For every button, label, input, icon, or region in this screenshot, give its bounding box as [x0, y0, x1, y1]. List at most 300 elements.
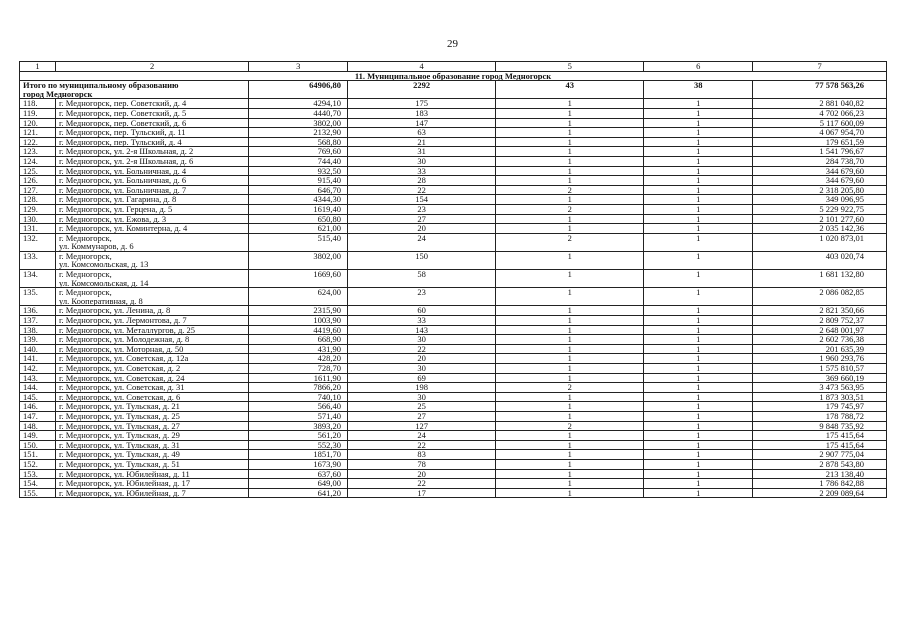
row-residents: 24	[348, 233, 496, 251]
row-col6: 1	[644, 99, 753, 109]
row-col5: 1	[496, 288, 644, 306]
row-area: 646,70	[249, 185, 348, 195]
row-address-line2: ул. Кооперативная, д. 8	[58, 295, 143, 306]
row-col6: 1	[644, 251, 753, 269]
row-col6: 1	[644, 431, 753, 441]
row-col6: 1	[644, 137, 753, 147]
row-col6: 1	[644, 421, 753, 431]
row-col6: 1	[644, 233, 753, 251]
row-number: 147.	[20, 411, 56, 421]
row-col5: 1	[496, 440, 644, 450]
row-residents: 143	[348, 325, 496, 335]
row-residents: 23	[348, 288, 496, 306]
row-number: 123.	[20, 147, 56, 157]
total-area: 64906,80	[249, 81, 348, 99]
row-residents: 25	[348, 402, 496, 412]
row-address-line1: г. Медногорск, ул. Юбилейная, д. 17	[58, 478, 191, 489]
row-col5: 2	[496, 383, 644, 393]
row-area: 552,30	[249, 440, 348, 450]
row-col6: 1	[644, 185, 753, 195]
row-address	[55, 195, 248, 205]
row-col6: 1	[644, 344, 753, 354]
row-address	[55, 431, 248, 441]
row-address-line1: г. Медногорск, ул. Советская, д. 2	[58, 363, 181, 373]
row-col6: 1	[644, 306, 753, 316]
row-col6: 1	[644, 176, 753, 186]
row-area: 1619,40	[249, 204, 348, 214]
row-address	[55, 99, 248, 109]
row-col5: 1	[496, 156, 644, 166]
row-amount: 2 086 082,85	[753, 288, 887, 306]
row-col5: 1	[496, 270, 644, 288]
row-area: 1851,70	[249, 450, 348, 460]
row-amount: 2 907 775,04	[753, 450, 887, 460]
row-residents: 198	[348, 383, 496, 393]
row-col5: 2	[496, 421, 644, 431]
table-row	[20, 204, 887, 214]
row-number: 140.	[20, 344, 56, 354]
row-residents: 20	[348, 224, 496, 234]
table-row	[20, 459, 887, 469]
row-address	[55, 450, 248, 460]
row-address-line2: ул. Комсомольская, д. 13	[58, 259, 149, 270]
row-address-line1: г. Медногорск, ул. Тульская, д. 51	[58, 459, 180, 469]
row-col5: 2	[496, 233, 644, 251]
row-address	[55, 270, 248, 288]
row-amount: 2 101 277,60	[753, 214, 887, 224]
row-address-line1: г. Медногорск, ул. Советская, д. 6	[58, 392, 181, 402]
row-number: 122.	[20, 137, 56, 147]
row-address-line1: г. Медногорск, ул. Ежова, д. 3	[58, 214, 167, 224]
row-area: 915,40	[249, 176, 348, 186]
row-amount: 2 809 752,37	[753, 316, 887, 326]
row-number: 146.	[20, 402, 56, 412]
row-residents: 83	[348, 450, 496, 460]
row-number: 142.	[20, 364, 56, 374]
row-number: 141.	[20, 354, 56, 364]
row-address-line1: г. Медногорск, ул. Больничная, д. 6	[58, 175, 187, 186]
table-row	[20, 233, 887, 251]
row-col5: 1	[496, 450, 644, 460]
page-number: 29	[447, 38, 458, 50]
row-residents: 31	[348, 147, 496, 157]
row-residents: 28	[348, 176, 496, 186]
row-col6: 1	[644, 108, 753, 118]
row-col5: 1	[496, 459, 644, 469]
row-residents: 150	[348, 251, 496, 269]
row-address-line1: г. Медногорск, ул. Коминтерна, д. 4	[58, 223, 188, 234]
row-area: 650,80	[249, 214, 348, 224]
row-amount: 2 318 205,80	[753, 185, 887, 195]
row-col5: 1	[496, 137, 644, 147]
row-col6: 1	[644, 479, 753, 489]
row-amount: 175 415,64	[753, 440, 887, 450]
row-col6: 1	[644, 156, 753, 166]
row-address-line1: г. Медногорск, ул. Юбилейная, д. 11	[58, 469, 190, 479]
row-number: 154.	[20, 479, 56, 489]
row-address	[55, 459, 248, 469]
row-area: 932,50	[249, 166, 348, 176]
table-row	[20, 344, 887, 354]
row-residents: 20	[348, 469, 496, 479]
row-col5: 1	[496, 431, 644, 441]
row-residents: 127	[348, 421, 496, 431]
column-number: 4	[348, 62, 496, 72]
row-number: 124.	[20, 156, 56, 166]
row-amount: 9 848 735,92	[753, 421, 887, 431]
row-area: 621,00	[249, 224, 348, 234]
row-address	[55, 364, 248, 374]
row-col5: 1	[496, 488, 644, 498]
row-area: 571,40	[249, 411, 348, 421]
table-row	[20, 270, 887, 288]
row-col6: 1	[644, 469, 753, 479]
row-address-line1: г. Медногорск, ул. Больничная, д. 4	[58, 166, 187, 176]
table-row	[20, 354, 887, 364]
row-area: 3802,00	[249, 251, 348, 269]
row-amount: 349 096,95	[753, 195, 887, 205]
row-address	[55, 166, 248, 176]
row-address	[55, 344, 248, 354]
row-col5: 1	[496, 195, 644, 205]
row-col5: 1	[496, 344, 644, 354]
row-address	[55, 354, 248, 364]
row-address	[55, 288, 248, 306]
row-address-line1: г. Медногорск, ул. Советская, д. 24	[58, 373, 185, 383]
row-number: 131.	[20, 224, 56, 234]
row-address-line1: г. Медногорск, ул. Советская, д. 31	[58, 382, 185, 393]
row-address	[55, 392, 248, 402]
row-address-line1: г. Медногорск, ул. Тульская, д. 21	[58, 401, 180, 412]
row-residents: 17	[348, 488, 496, 498]
row-area: 641,20	[249, 488, 348, 498]
row-address-line1: г. Медногорск,	[58, 233, 112, 243]
row-address-line1: г. Медногорск, ул. 2-я Школьная, д. 2	[58, 146, 194, 157]
row-area: 4419,60	[249, 325, 348, 335]
row-address-line1: г. Медногорск, ул. Тульская, д. 49	[58, 449, 180, 460]
row-area: 4294,10	[249, 99, 348, 109]
column-number: 5	[496, 62, 644, 72]
row-col6: 1	[644, 335, 753, 345]
row-address	[55, 185, 248, 195]
row-amount: 2 035 142,36	[753, 224, 887, 234]
row-col5: 1	[496, 128, 644, 138]
row-col6: 1	[644, 373, 753, 383]
row-area: 668,90	[249, 335, 348, 345]
row-address	[55, 233, 248, 251]
row-area: 4344,30	[249, 195, 348, 205]
row-col5: 1	[496, 325, 644, 335]
row-amount: 1 786 842,88	[753, 479, 887, 489]
row-residents: 24	[348, 431, 496, 441]
row-residents: 30	[348, 392, 496, 402]
row-residents: 30	[348, 364, 496, 374]
column-number: 1	[20, 62, 56, 72]
row-address-line1: г. Медногорск,	[58, 287, 112, 298]
row-amount: 213 138,40	[753, 469, 887, 479]
row-col5: 1	[496, 147, 644, 157]
row-amount: 1 681 132,80	[753, 270, 887, 288]
row-amount: 2 602 736,38	[753, 335, 887, 345]
row-address-line2: ул. Коммунаров, д. 6	[58, 241, 134, 252]
row-address-line1: г. Медногорск, пер. Тульский, д. 11	[58, 127, 186, 138]
row-address	[55, 306, 248, 316]
row-address	[55, 128, 248, 138]
table-row	[20, 411, 887, 421]
table-row	[20, 166, 887, 176]
row-amount: 1 541 796,67	[753, 147, 887, 157]
row-residents: 33	[348, 166, 496, 176]
row-col6: 1	[644, 354, 753, 364]
row-number: 139.	[20, 335, 56, 345]
row-col6: 1	[644, 224, 753, 234]
row-address-line1: г. Медногорск, ул. Металлургов, д. 25	[58, 325, 196, 335]
row-number: 153.	[20, 469, 56, 479]
row-number: 144.	[20, 383, 56, 393]
table-row	[20, 383, 887, 393]
row-number: 155.	[20, 488, 56, 498]
row-col6: 1	[644, 440, 753, 450]
row-address	[55, 411, 248, 421]
row-col5: 1	[496, 108, 644, 118]
row-amount: 2 821 350,66	[753, 306, 887, 316]
row-area: 1669,60	[249, 270, 348, 288]
row-residents: 78	[348, 459, 496, 469]
row-area: 1611,90	[249, 373, 348, 383]
row-area: 649,00	[249, 479, 348, 489]
row-address	[55, 383, 248, 393]
table-row	[20, 108, 887, 118]
total-label	[20, 81, 249, 99]
row-amount: 178 788,72	[753, 411, 887, 421]
row-amount: 179 651,59	[753, 137, 887, 147]
row-address-line1: г. Медногорск, ул. Лермонтова, д. 7	[58, 315, 187, 326]
row-amount: 344 679,60	[753, 176, 887, 186]
row-amount: 5 229 922,75	[753, 204, 887, 214]
row-amount: 284 738,70	[753, 156, 887, 166]
row-residents: 21	[348, 137, 496, 147]
row-number: 133.	[20, 251, 56, 269]
row-address-line1: г. Медногорск, пер. Советский, д. 6	[58, 118, 187, 128]
row-address	[55, 373, 248, 383]
table-row	[20, 224, 887, 234]
row-residents: 69	[348, 373, 496, 383]
row-col5: 1	[496, 214, 644, 224]
row-number: 138.	[20, 325, 56, 335]
row-col5: 1	[496, 99, 644, 109]
row-address-line1: г. Медногорск, ул. Больничная, д. 7	[58, 185, 187, 195]
row-area: 740,10	[249, 392, 348, 402]
table-row	[20, 469, 887, 479]
row-col6: 1	[644, 166, 753, 176]
row-address	[55, 402, 248, 412]
row-col5: 1	[496, 224, 644, 234]
row-col6: 1	[644, 325, 753, 335]
data-table	[19, 61, 887, 498]
row-number: 136.	[20, 306, 56, 316]
section-title: 11. Муниципальное образование город Медногорск	[20, 71, 887, 81]
row-address	[55, 325, 248, 335]
row-number: 130.	[20, 214, 56, 224]
row-address-line1: г. Медногорск,	[58, 251, 112, 261]
row-number: 137.	[20, 316, 56, 326]
row-residents: 63	[348, 128, 496, 138]
row-number: 150.	[20, 440, 56, 450]
row-col6: 1	[644, 128, 753, 138]
row-residents: 22	[348, 185, 496, 195]
table-row	[20, 335, 887, 345]
row-number: 125.	[20, 166, 56, 176]
row-address-line1: г. Медногорск, пер. Советский, д. 4	[58, 98, 187, 109]
column-number: 7	[753, 62, 887, 72]
table-row	[20, 176, 887, 186]
row-address	[55, 156, 248, 166]
row-residents: 27	[348, 411, 496, 421]
table-row	[20, 288, 887, 306]
row-col5: 1	[496, 373, 644, 383]
row-address-line1: г. Медногорск, ул. Молодежная, д. 8	[58, 334, 190, 345]
row-area: 2315,90	[249, 306, 348, 316]
row-col5: 1	[496, 479, 644, 489]
table-row	[20, 137, 887, 147]
row-address-line1: г. Медногорск, ул. Ленина, д. 8	[58, 305, 171, 316]
row-amount: 403 020,74	[753, 251, 887, 269]
table-row	[20, 251, 887, 269]
column-number-row	[20, 62, 887, 72]
row-area: 624,00	[249, 288, 348, 306]
row-number: 129.	[20, 204, 56, 214]
row-amount: 1 873 303,51	[753, 392, 887, 402]
row-col6: 1	[644, 214, 753, 224]
row-residents: 147	[348, 118, 496, 128]
row-residents: 22	[348, 440, 496, 450]
table-row	[20, 195, 887, 205]
table-row	[20, 479, 887, 489]
row-address	[55, 316, 248, 326]
row-address-line1: г. Медногорск, ул. Тульская, д. 27	[58, 421, 180, 431]
row-area: 568,80	[249, 137, 348, 147]
row-number: 135.	[20, 288, 56, 306]
row-address	[55, 421, 248, 431]
row-address-line1: г. Медногорск, ул. 2-я Школьная, д. 6	[58, 156, 194, 166]
row-number: 143.	[20, 373, 56, 383]
row-residents: 154	[348, 195, 496, 205]
row-col6: 1	[644, 411, 753, 421]
row-area: 728,70	[249, 364, 348, 374]
row-number: 127.	[20, 185, 56, 195]
row-address-line1: г. Медногорск, ул. Тульская, д. 25	[58, 411, 180, 421]
row-amount: 1 020 873,01	[753, 233, 887, 251]
row-col6: 1	[644, 270, 753, 288]
row-number: 134.	[20, 270, 56, 288]
row-amount: 179 745,97	[753, 402, 887, 412]
row-address	[55, 108, 248, 118]
row-residents: 30	[348, 156, 496, 166]
row-address	[55, 224, 248, 234]
row-number: 149.	[20, 431, 56, 441]
row-area: 7866,20	[249, 383, 348, 393]
row-col5: 1	[496, 118, 644, 128]
total-col5: 43	[496, 81, 644, 99]
row-amount: 201 635,39	[753, 344, 887, 354]
row-address	[55, 335, 248, 345]
row-number: 152.	[20, 459, 56, 469]
row-amount: 5 117 600,09	[753, 118, 887, 128]
row-col6: 1	[644, 459, 753, 469]
row-number: 120.	[20, 118, 56, 128]
row-address-line2: ул. Комсомольская, д. 14	[58, 277, 149, 288]
row-address	[55, 204, 248, 214]
row-number: 121.	[20, 128, 56, 138]
row-number: 118.	[20, 99, 56, 109]
row-number: 145.	[20, 392, 56, 402]
row-amount: 2 881 040,82	[753, 99, 887, 109]
total-row	[20, 81, 887, 99]
row-address	[55, 214, 248, 224]
row-col5: 1	[496, 166, 644, 176]
row-amount: 1 960 293,76	[753, 354, 887, 364]
row-col5: 1	[496, 335, 644, 345]
row-area: 3802,00	[249, 118, 348, 128]
row-amount: 3 473 563,95	[753, 383, 887, 393]
row-residents: 175	[348, 99, 496, 109]
row-col6: 1	[644, 147, 753, 157]
row-number: 151.	[20, 450, 56, 460]
row-address	[55, 147, 248, 157]
table-row	[20, 185, 887, 195]
row-col6: 1	[644, 288, 753, 306]
row-col6: 1	[644, 383, 753, 393]
table-row	[20, 118, 887, 128]
row-address	[55, 251, 248, 269]
row-amount: 175 415,64	[753, 431, 887, 441]
row-address-line1: г. Медногорск, ул. Моторная, д. 50	[58, 344, 184, 354]
row-address	[55, 137, 248, 147]
row-address-line1: г. Медногорск, ул. Тульская, д. 31	[58, 440, 180, 450]
row-area: 566,40	[249, 402, 348, 412]
row-amount: 344 679,60	[753, 166, 887, 176]
row-residents: 183	[348, 108, 496, 118]
row-residents: 22	[348, 344, 496, 354]
row-col6: 1	[644, 402, 753, 412]
row-col6: 1	[644, 450, 753, 460]
row-col5: 1	[496, 306, 644, 316]
row-area: 431,90	[249, 344, 348, 354]
row-residents: 27	[348, 214, 496, 224]
row-area: 4440,70	[249, 108, 348, 118]
table-row	[20, 128, 887, 138]
row-col6: 1	[644, 316, 753, 326]
section-title-row	[20, 71, 887, 81]
table-row	[20, 147, 887, 157]
row-residents: 60	[348, 306, 496, 316]
row-area: 637,60	[249, 469, 348, 479]
row-area: 2132,90	[249, 128, 348, 138]
table-row	[20, 325, 887, 335]
row-residents: 33	[348, 316, 496, 326]
table-row	[20, 392, 887, 402]
table-row	[20, 99, 887, 109]
table-row	[20, 431, 887, 441]
row-address	[55, 176, 248, 186]
table-row	[20, 402, 887, 412]
row-col6: 1	[644, 364, 753, 374]
row-area: 428,20	[249, 354, 348, 364]
row-address-line1: г. Медногорск, ул. Гагарина, д. 8	[58, 194, 177, 205]
row-col5: 1	[496, 316, 644, 326]
row-area: 769,60	[249, 147, 348, 157]
row-number: 132.	[20, 233, 56, 251]
